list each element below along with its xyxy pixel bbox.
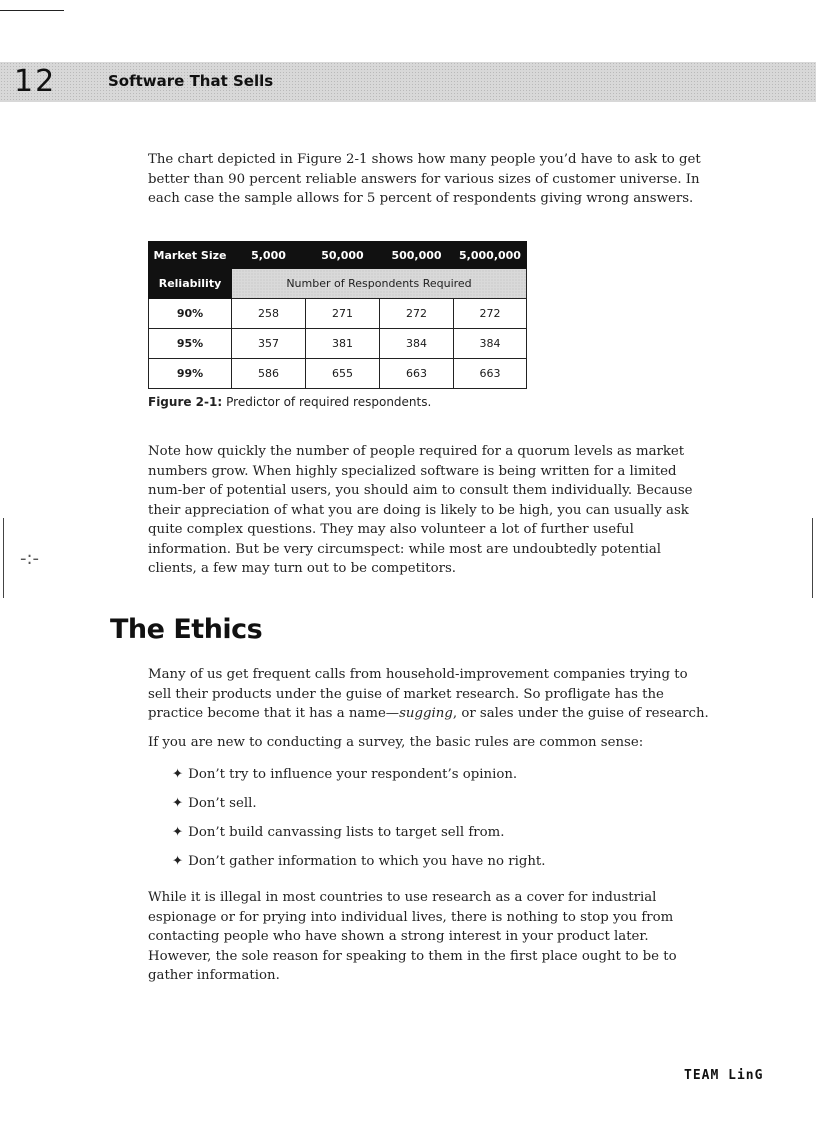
- reliability-value: 95%: [149, 329, 232, 359]
- list-item: [172, 823, 545, 852]
- crop-mark-icon: -:-: [20, 548, 40, 569]
- list-item-text: Don’t gather information to which you have no right.: [188, 854, 546, 869]
- rules-list: [172, 765, 545, 881]
- running-header: [0, 62, 816, 102]
- market-size-5000000: 5,000,000: [454, 242, 527, 269]
- sugging-term: sugging: [399, 706, 453, 721]
- list-item: [172, 794, 545, 823]
- figure-label: Figure 2-1:: [148, 395, 223, 409]
- table-subheader-row: [149, 269, 527, 299]
- respondents-table: [148, 241, 527, 389]
- margin-line-right: [812, 518, 813, 598]
- page-number: 12: [14, 64, 57, 99]
- table-row: [149, 329, 527, 359]
- closing-paragraph: While it is illegal in most countries to use research as a cover for industrial espionage or for prying into individual lives, there is nothing to stop you from contacting people who have shown a strong interest in your product later. However, the sole reason for speaking to them in the first place ought to be to gather information.: [148, 890, 677, 983]
- table-cell: 357: [232, 329, 306, 359]
- table-row: [149, 299, 527, 329]
- star-bullet-icon: ✦: [172, 796, 184, 811]
- list-item: [172, 765, 545, 794]
- list-item-text: Don’t build canvassing lists to target sell from.: [188, 825, 505, 840]
- star-bullet-icon: ✦: [172, 767, 184, 782]
- list-item: [172, 852, 545, 881]
- sugging-text-before: Many of us get frequent calls from household-improvement companies trying to sell their products under the guise of market research. So profligate has the practice become that it has a name—: [148, 667, 688, 721]
- running-title: Software That Sells: [108, 72, 274, 90]
- star-bullet-icon: ✦: [172, 825, 184, 840]
- table-cell: 272: [454, 299, 527, 329]
- table-cell: 663: [454, 359, 527, 389]
- reliability-label: Reliability: [149, 269, 232, 299]
- rules-intro-paragraph: If you are new to conducting a survey, the basic rules are common sense:: [148, 735, 644, 750]
- table-cell: 663: [380, 359, 454, 389]
- market-size-50000: 50,000: [306, 242, 380, 269]
- table-cell: 384: [380, 329, 454, 359]
- margin-line-left: [3, 518, 4, 598]
- sugging-text-after: , or sales under the guise of research.: [452, 706, 709, 721]
- table-cell: 586: [232, 359, 306, 389]
- list-item-text: Don’t try to influence your respondent’s opinion.: [188, 767, 518, 782]
- sugging-paragraph: [148, 665, 710, 724]
- market-size-label: Market Size: [149, 242, 232, 269]
- table-cell: 384: [454, 329, 527, 359]
- section-heading: The Ethics: [110, 614, 263, 645]
- reliability-value: 90%: [149, 299, 232, 329]
- table-cell: 271: [306, 299, 380, 329]
- list-item-text: Don’t sell.: [188, 796, 257, 811]
- table-cell: 272: [380, 299, 454, 329]
- star-bullet-icon: ✦: [172, 854, 184, 869]
- intro-paragraph: The chart depicted in Figure 2-1 shows how many people you’d have to ask to get better than 90 percent reliable answers for various sizes of customer universe. In each case the sample allows for 5 percent of respondents giving wrong answers.: [148, 152, 701, 206]
- market-size-500000: 500,000: [380, 242, 454, 269]
- footer-brand: TEAM LinG: [684, 1068, 764, 1083]
- quorum-paragraph: Note how quickly the number of people required for a quorum levels as market numbers grow. When highly specialized software is being written for a limited num-ber of potential users, you should aim to consult them individually. Because their appreciation of what you are doing is likely to be high, you can usually ask quite complex questions. They may also volunteer a lot of further useful information. But be very circumspect: while most are undoubtedly potential clients, a few may turn out to be competitors.: [148, 444, 693, 576]
- reliability-value: 99%: [149, 359, 232, 389]
- figure-caption-text: Predictor of required respondents.: [226, 395, 432, 409]
- market-size-5000: 5,000: [232, 242, 306, 269]
- table-cell: 381: [306, 329, 380, 359]
- respondents-required-label: Number of Respondents Required: [232, 269, 527, 299]
- table-cell: 258: [232, 299, 306, 329]
- top-rule: [0, 10, 64, 11]
- figure-caption: [148, 395, 431, 409]
- table-cell: 655: [306, 359, 380, 389]
- table-row: [149, 359, 527, 389]
- table-header-row: [149, 242, 527, 269]
